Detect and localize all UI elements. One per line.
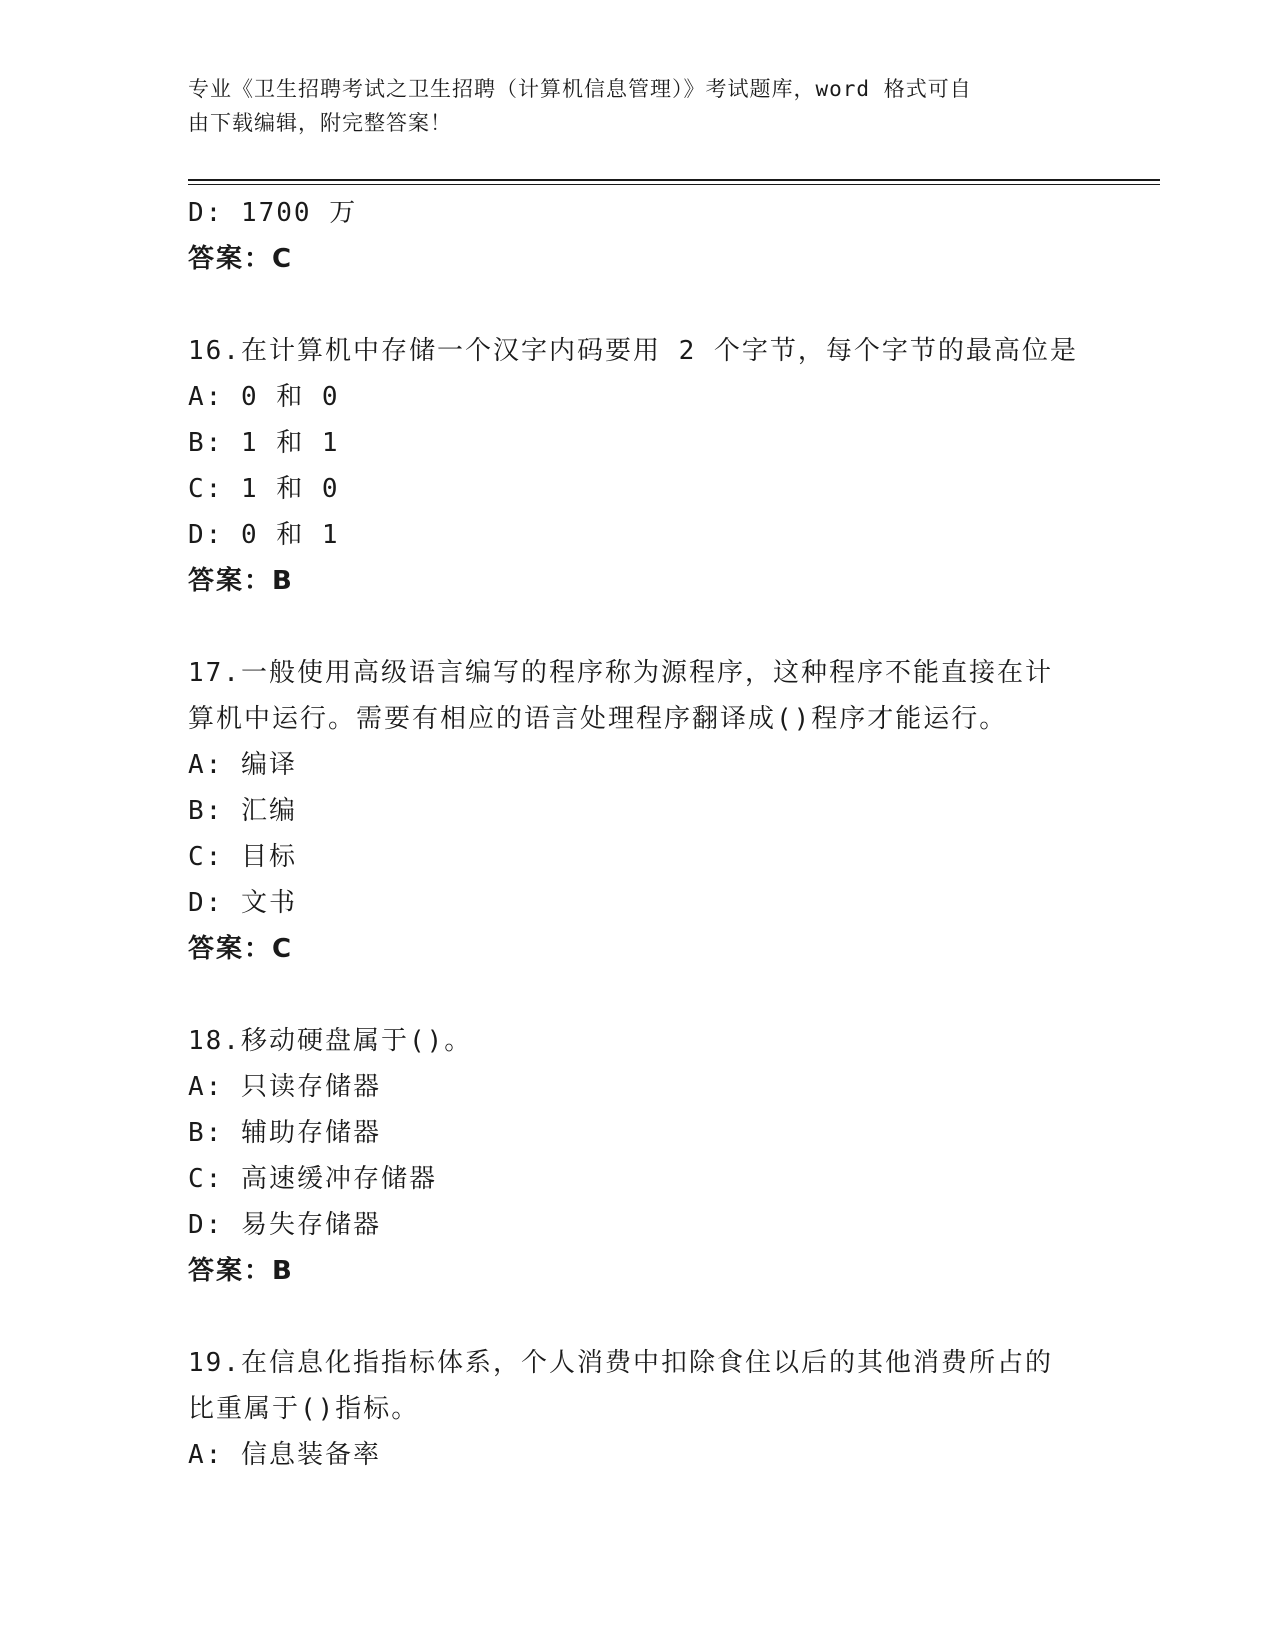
question-16-answer: 答案：B [188, 566, 294, 596]
question-19-stem-line-2: 比重属于()指标。 [188, 1394, 420, 1424]
question-16-stem: 16.在计算机中存储一个汉字内码要用 2 个字节，每个字节的最高位是 [188, 336, 1078, 366]
question-18-answer: 答案：B [188, 1256, 294, 1286]
question-16-option-d: D: 0 和 1 [188, 520, 340, 550]
question-19-option-a: A: 信息装备率 [188, 1440, 381, 1470]
spacer [188, 972, 1088, 1018]
question-17-option-c: C: 目标 [188, 842, 297, 872]
question-18-option-d: D: 易失存储器 [188, 1210, 381, 1240]
header-line-2: 由下载编辑，附完整答案！ [188, 111, 452, 135]
question-17-option-b: B: 汇编 [188, 796, 297, 826]
question-18-stem: 18.移动硬盘属于()。 [188, 1026, 473, 1056]
question-18-option-b: B: 辅助存储器 [188, 1118, 381, 1148]
question-list [188, 190, 1088, 1478]
spacer [188, 282, 1088, 328]
question-16-option-b: B: 1 和 1 [188, 428, 340, 458]
answer-line: 答案：C [188, 244, 294, 274]
question-17-answer: 答案：C [188, 934, 294, 964]
header-rule-thin [188, 184, 1160, 185]
option-d: D: 1700 万 [188, 198, 358, 228]
spacer [188, 1294, 1088, 1340]
question-17-option-a: A: 编译 [188, 750, 297, 780]
question-16-option-c: C: 1 和 0 [188, 474, 340, 504]
question-16-option-a: A: 0 和 0 [188, 382, 340, 412]
question-17-option-d: D: 文书 [188, 888, 297, 918]
question-17-stem-line-2: 算机中运行。需要有相应的语言处理程序翻译成()程序才能运行。 [188, 704, 1008, 734]
spacer [188, 604, 1088, 650]
question-17-stem-line-1: 17.一般使用高级语言编写的程序称为源程序，这种程序不能直接在计 [188, 658, 1053, 688]
header-rule-thick [188, 179, 1160, 181]
header-line-1: 专业《卫生招聘考试之卫生招聘（计算机信息管理）》考试题库，word 格式可自 [188, 77, 972, 101]
question-18-option-c: C: 高速缓冲存储器 [188, 1164, 437, 1194]
question-19-stem-line-1: 19.在信息化指指标体系，个人消费中扣除食住以后的其他消费所占的 [188, 1348, 1053, 1378]
question-18-option-a: A: 只读存储器 [188, 1072, 381, 1102]
document-header [188, 72, 1068, 140]
